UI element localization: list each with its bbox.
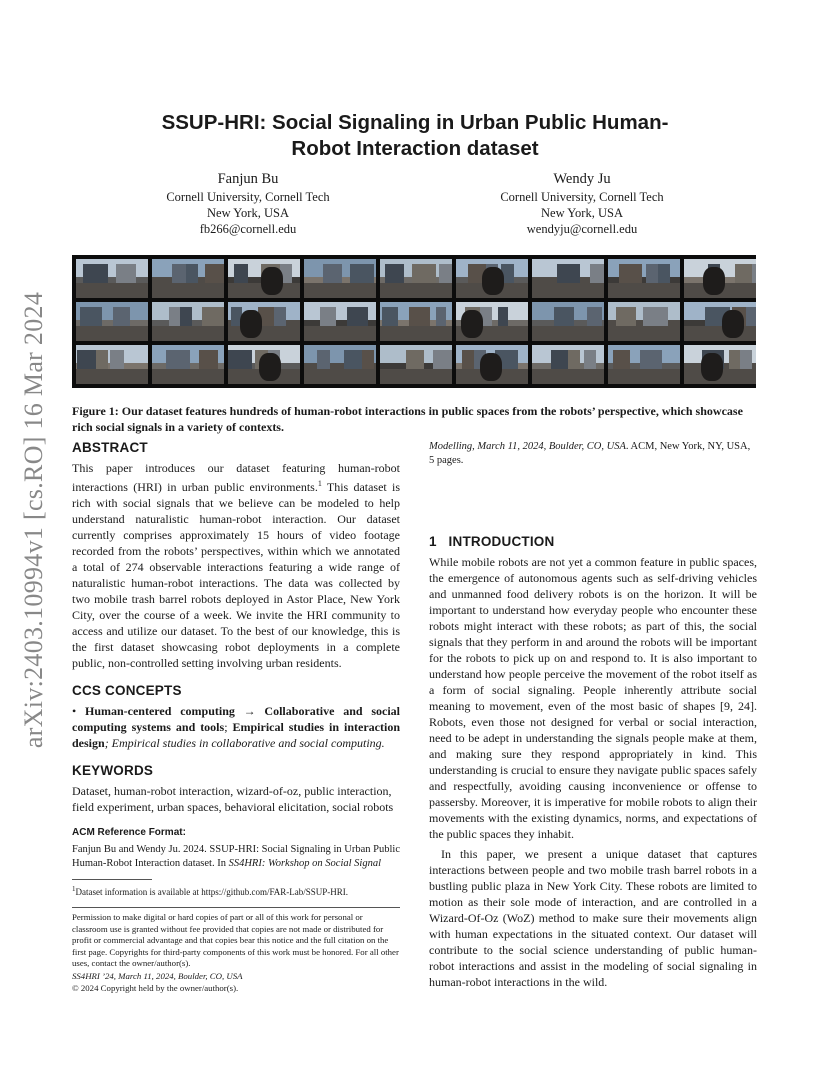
right-column <box>429 440 757 990</box>
permission-divider <box>72 907 400 908</box>
teaser-video-frame <box>380 345 452 384</box>
paper-title: SSUP-HRI: Social Signaling in Urban Public Human-Robot Interaction dataset <box>161 111 669 160</box>
permission-notice: Permission to make digital or hard copies of part or all of this work for personal or classroom use is granted without fee provided that copies are not made or distributed for profit or commercial advantage and that copies bear this notice and the full citation on the first page. Copyrights for third-party components of this work must be honored. For all other uses, contact the owner/author(s). <box>72 912 399 968</box>
introduction-heading: 1 INTRODUCTION <box>429 534 555 549</box>
author-affiliation: Cornell University, Cornell Tech <box>166 190 330 204</box>
teaser-video-frame <box>380 302 452 341</box>
figure-caption: Figure 1: Our dataset features hundreds of human-robot interactions in public spaces from the robots’ perspective, which showcase rich social signals in a variety of contexts. <box>72 404 743 434</box>
acm-reference-heading: ACM Reference Format: <box>72 827 186 838</box>
teaser-video-frame <box>684 259 756 298</box>
teaser-figure-collage <box>72 255 756 388</box>
teaser-video-frame <box>608 259 680 298</box>
teaser-video-frame <box>608 302 680 341</box>
ccs-concepts: • Human-centered computing → Collaborative and social computing systems and tools; Empirical studies in interaction design; Empirical studies in collaborative and social computing. <box>72 704 400 750</box>
teaser-video-frame <box>684 345 756 384</box>
left-column <box>72 440 400 995</box>
teaser-video-frame <box>228 302 300 341</box>
ccs-heading: CCS CONCEPTS <box>72 683 182 698</box>
teaser-video-frame <box>228 259 300 298</box>
teaser-video-frame <box>76 259 148 298</box>
teaser-video-frame <box>304 345 376 384</box>
author-email[interactable]: wendyju@cornell.edu <box>526 222 638 236</box>
teaser-video-frame <box>684 302 756 341</box>
introduction-paragraph-2: In this paper, we present a unique dataset that captures interactions between people and two mobile trash barrel robots in a bustling public plaza in New York City. These robots are limited to motion as their sole mode of interaction, and are controlled in a Wizard-Of-Oz (WoZ) method to make sure their movements align with human expectations in the situated context. Our dataset will contribute to the social science understanding of public human-robot interactions and assist in the modeling of social signaling in human-robot interactions in the wild. <box>429 847 757 989</box>
footnote-divider <box>72 879 152 880</box>
arxiv-identifier: arXiv:2403.10994v1 [cs.RO] 16 Mar 2024 <box>19 291 48 749</box>
teaser-video-frame <box>456 345 528 384</box>
abstract-heading: ABSTRACT <box>72 440 148 455</box>
author-location: New York, USA <box>541 206 623 220</box>
venue-line: SS4HRI ’24, March 11, 2024, Boulder, CO, USA <box>72 970 243 981</box>
teaser-video-frame <box>304 259 376 298</box>
teaser-video-frame <box>532 259 604 298</box>
teaser-video-frame <box>456 302 528 341</box>
teaser-video-frame <box>380 259 452 298</box>
author-email[interactable]: fb266@cornell.edu <box>199 222 297 236</box>
abstract-text: This paper introduces our dataset featuring human-robot interactions (HRI) in urban public environments.$^1$ This dataset is rich with social signals that we believe can be modeled to help understand naturalistic human-robot interaction. Our dataset currently comprises approximately 15 hours of video footage recorded from the robots’ perspectives, within which we annotated a total of 274 observable interactions featuring a wide range of naturalistic human-robot interactions. The data was collected by two mobile trash barrel robots deployed in Astor Place, New York City, over the course of a week. We invite the HRI community to access and utilize our dataset. To the best of our knowledge, this is the first dataset showcasing robot deployments in a complete public, non-controlled setting involving urban residents. <box>72 461 401 670</box>
acm-reference-continuation: Modelling, March 11, 2024, Boulder, CO, USA. ACM, New York, NY, USA, 5 pages. <box>429 441 751 466</box>
teaser-video-frame <box>152 259 224 298</box>
author-affiliation: Cornell University, Cornell Tech <box>500 190 664 204</box>
footnote-marker: 1 <box>317 479 322 488</box>
keywords-heading: KEYWORDS <box>72 763 154 778</box>
author-name: Fanjun Bu <box>217 171 279 187</box>
teaser-video-frame <box>152 345 224 384</box>
footnote: $^1$Dataset information is available at https://github.com/FAR-Lab/SSUP-HRI. <box>72 885 349 897</box>
introduction-paragraph-1: While mobile robots are not yet a common feature in public spaces, the emergence of autonomous agents such as self-driving vehicles and unmanned food delivery robots is on the horizon. It will be important to understand how everyday people who encounter these robots might interact with these robots; as part of this, the social signals that they perform in and around the robots will be important for the robots to pick up on and respond to. It is also important to understand how people perceive the movement of the robot itself as a form of social signaling. People inherently attribute social meaning to movement, even of the most basic of shapes [9, 24]. Robots, even those not designed for verbal or social interaction, need to be adept in understanding the signals people make at them, and making sure they respond appropriately in kind. This understanding is crucial to ensure they navigate public spaces safely and respectfully, avoiding causing inconvenience or offense to passersby. Moreover, it is imperative for mobile robots to align their movements with the existing dynamics, norms, and expectations of the public spaces they inhabit. <box>429 555 757 841</box>
author-name: Wendy Ju <box>553 171 611 187</box>
teaser-video-frame <box>152 302 224 341</box>
teaser-video-frame <box>228 345 300 384</box>
teaser-video-frame <box>608 345 680 384</box>
copyright-line: © 2024 Copyright held by the owner/author(s). <box>72 983 239 993</box>
arxiv-sidebar-stamp <box>14 280 54 760</box>
author-block-2 <box>452 170 712 237</box>
teaser-video-frame <box>532 345 604 384</box>
keywords-text: Dataset, human-robot interaction, wizard-of-oz, public interaction, field experiment, urban spaces, behavioral elicitation, social robots <box>72 784 394 814</box>
teaser-video-frame <box>76 302 148 341</box>
author-block-1 <box>118 170 378 237</box>
teaser-video-frame <box>456 259 528 298</box>
author-location: New York, USA <box>207 206 289 220</box>
teaser-video-frame <box>76 345 148 384</box>
teaser-video-frame <box>532 302 604 341</box>
teaser-video-frame <box>304 302 376 341</box>
acm-reference-text: Fanjun Bu and Wendy Ju. 2024. SSUP-HRI: Social Signaling in Urban Public Human-Robot Interaction dataset. In SS4HRI: Workshop on Social Signal <box>72 844 400 869</box>
